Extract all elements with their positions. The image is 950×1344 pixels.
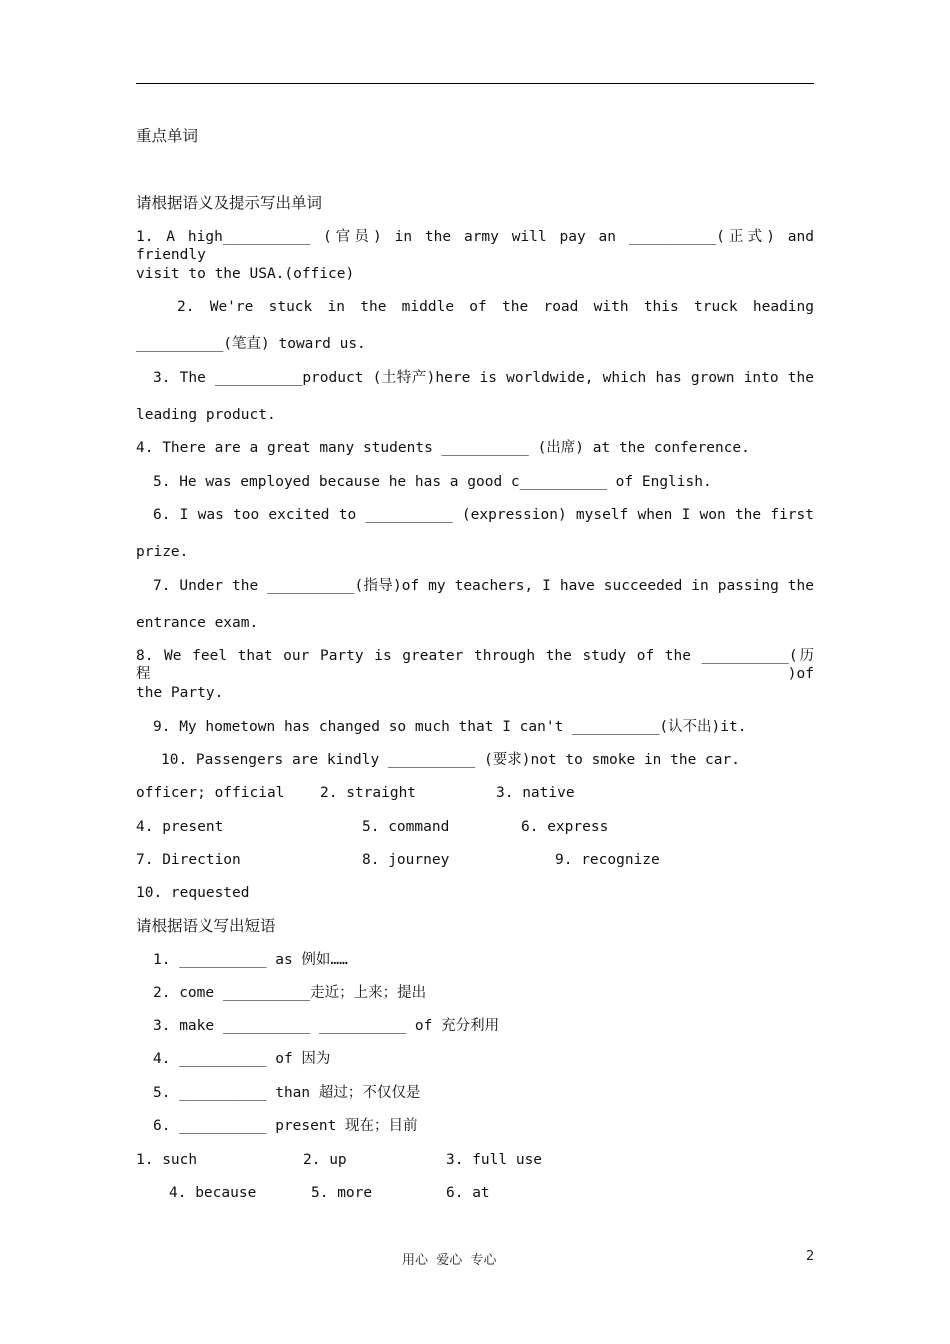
answer-item: 4. present xyxy=(136,819,224,835)
footer-motto: 用心 爱心 专心 xyxy=(402,1253,497,1268)
answer-item: 9. recognize xyxy=(555,852,660,868)
answer-item: 2. straight xyxy=(320,785,417,801)
exercise-line: visit to the USA.(office) xyxy=(136,266,355,282)
phrase-item: 3. make __________ __________ of 充分利用 xyxy=(153,1018,500,1034)
exercise-line: 1. A high__________ (官员) in the army will pay an __________(正式) and friendly xyxy=(136,229,814,263)
answer-item: 3. native xyxy=(496,785,575,801)
answer-item: 3. full use xyxy=(446,1152,543,1168)
section2-title: 请根据语义写出短语 xyxy=(136,917,276,935)
exercise-line: 7. Under the __________(指导)of my teachers, I have succeeded in passing the xyxy=(153,578,814,594)
exercise-line: entrance exam. xyxy=(136,615,259,631)
phrase-item: 2. come __________走近；上来；提出 xyxy=(153,985,427,1001)
exercise-line: 4. There are a great many students __________ (出席) at the conference. xyxy=(136,440,750,456)
answer-item: 1. such xyxy=(136,1152,198,1168)
heading: 重点单词 xyxy=(136,127,199,145)
exercise-line: 9. My hometown has changed so much that I can't __________(认不出)it. xyxy=(153,719,747,735)
phrase-item: 4. __________ of 因为 xyxy=(153,1051,331,1067)
exercise-line: leading product. xyxy=(136,407,276,423)
exercise-line: 8. We feel that our Party is greater through the study of the __________(历程)of xyxy=(136,648,814,682)
answer-item: 6. at xyxy=(446,1185,490,1201)
phrase-item: 5. __________ than 超过；不仅仅是 xyxy=(153,1085,421,1101)
page-number: 2 xyxy=(806,1249,815,1264)
answer-item: 7. Direction xyxy=(136,852,241,868)
answer-item: 8. journey xyxy=(362,852,450,868)
answer-item: 5. more xyxy=(311,1185,373,1201)
answer-item: 10. requested xyxy=(136,885,250,901)
answer-item: 5. command xyxy=(362,819,450,835)
exercise-line: prize. xyxy=(136,544,189,560)
exercise-line: __________(笔直) toward us. xyxy=(136,336,366,352)
answer-item: 6. express xyxy=(521,819,609,835)
section1-title: 请根据语义及提示写出单词 xyxy=(136,194,323,212)
answer-item: officer; official xyxy=(136,785,285,801)
answer-item: 4. because xyxy=(169,1185,257,1201)
answer-item: 2. up xyxy=(303,1152,347,1168)
exercise-line: 5. He was employed because he has a good c__________ of English. xyxy=(153,474,712,490)
exercise-line: the Party. xyxy=(136,685,224,701)
exercise-line: 10. Passengers are kindly __________ (要求)not to smoke in the car. xyxy=(161,752,740,768)
exercise-line: 6. I was too excited to __________ (expression) myself when I won the first xyxy=(153,507,814,523)
phrase-item: 1. __________ as 例如…… xyxy=(153,952,348,968)
header-rule xyxy=(136,83,814,84)
phrase-item: 6. __________ present 现在；目前 xyxy=(153,1118,418,1134)
exercise-line: 3. The __________product (土特产)here is worldwide, which has grown into the xyxy=(153,370,814,386)
exercise-line: 2. We're stuck in the middle of the road with this truck heading xyxy=(177,299,814,315)
